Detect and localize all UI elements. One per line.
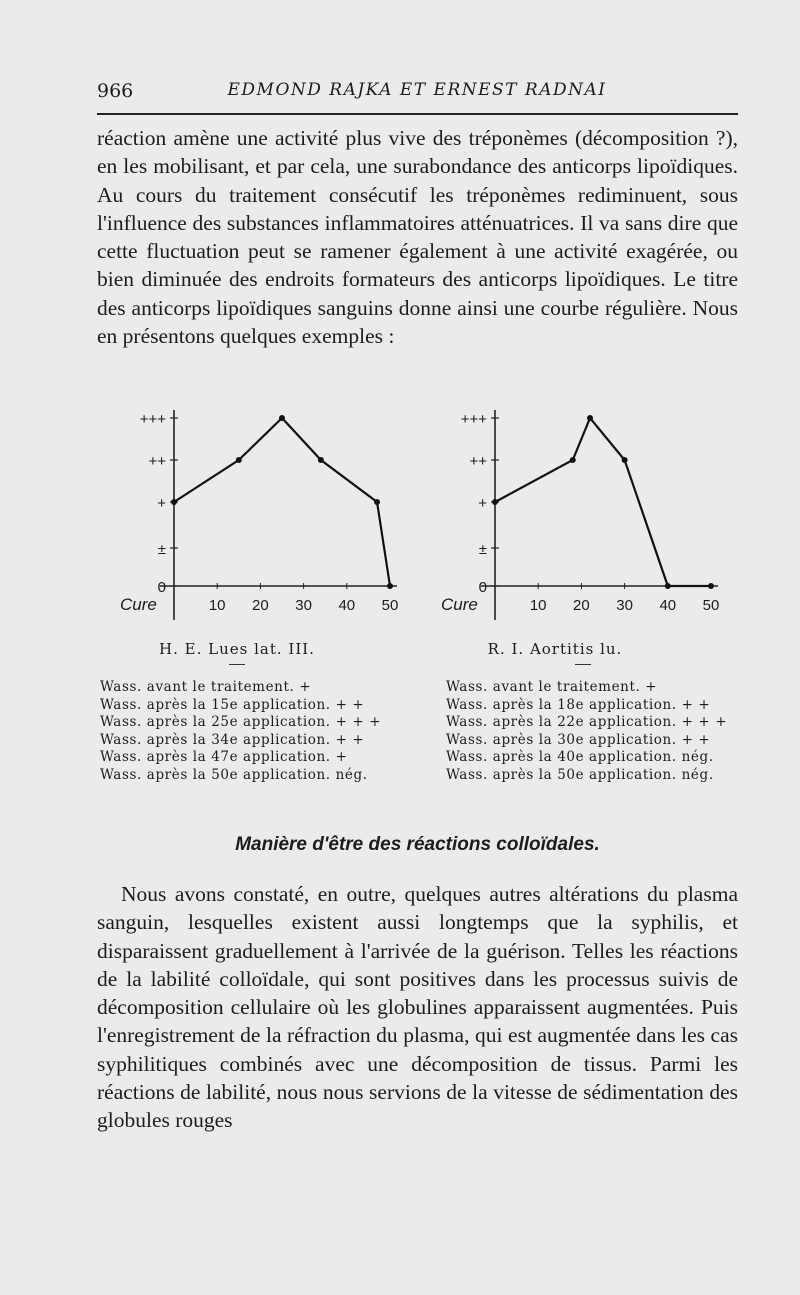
- y-tick-label: +: [157, 495, 166, 512]
- chart-ri-aortitis: [433, 398, 733, 630]
- chart-he-lues: [112, 398, 412, 630]
- caption-fig1: H. E. Lues lat. III.: [159, 640, 315, 658]
- x-tick-label: 40: [338, 597, 356, 614]
- x-tick-label: 50: [381, 597, 399, 614]
- wass-line: Wass. après la 34e application. + +: [100, 731, 365, 748]
- y-tick-label: +: [478, 495, 487, 512]
- y-tick-label: +++: [460, 411, 487, 428]
- x-axis-label: Cure: [441, 595, 478, 614]
- wass-line: Wass. après la 25e application. + + +: [100, 714, 382, 730]
- caption-fig2: R. I. Aortitis lu.: [487, 640, 623, 658]
- caption-dash-2: [575, 664, 591, 665]
- y-tick-label: ++: [148, 453, 166, 470]
- page-number: 966: [97, 80, 134, 102]
- wass-list-2: [446, 679, 746, 784]
- data-point: [387, 583, 393, 589]
- wass-line: Wass. après la 30e application. + +: [446, 731, 711, 748]
- wass-line: Wass. après la 18e application. + +: [446, 696, 711, 713]
- series-line: [495, 418, 711, 586]
- chart-he-lues-svg: [112, 398, 412, 626]
- data-point: [587, 415, 593, 421]
- data-point: [171, 499, 177, 505]
- x-axis-label: Cure: [120, 595, 157, 614]
- y-tick-label: ±: [478, 541, 487, 558]
- page-header: [97, 78, 737, 108]
- wass-line: Wass. avant le traitement. +: [446, 679, 658, 695]
- wass-line: Wass. après la 50e application. nég.: [446, 766, 714, 783]
- data-point: [665, 583, 671, 589]
- y-tick-label: ++: [469, 453, 487, 470]
- x-tick-label: 20: [573, 597, 590, 614]
- data-point: [708, 583, 714, 589]
- y-tick-label: 0: [157, 579, 166, 596]
- y-tick-label: 0: [478, 579, 487, 596]
- x-tick-label: 10: [529, 597, 547, 614]
- data-point: [236, 457, 242, 463]
- x-tick-label: 10: [208, 597, 226, 614]
- wass-line: Wass. avant le traitement. +: [100, 679, 312, 695]
- caption-dash-1: [229, 664, 245, 665]
- paragraph-body: Nous avons constaté, en outre, quelques autres altérations du plasma sanguin, lesquelles existent aussi longtemps que la syphilis, et disparaissent graduellement à l'arrivée de la guérison. Telles les réactions de la labilité colloïdale, qui sont positives dans les processus suivis de décomposition cellulaire où les globulines apparaissent augmentées. Puis l'enregistrement de la réfraction du plasma, qui est augmentée dans les cas syphilitiques combinés avec une décomposition de tissus. Parmi les réactions de labilité, nous nous servions de la vitesse de sédimentation des globules rouges: [97, 882, 738, 1133]
- wass-line: Wass. après la 47e application. +: [100, 749, 348, 765]
- x-tick-label: 50: [702, 597, 720, 614]
- chart-ri-aortitis-svg: [433, 398, 733, 626]
- wass-line: Wass. après la 22e application. + + +: [446, 714, 728, 730]
- x-tick-label: 30: [295, 597, 312, 614]
- data-point: [374, 499, 380, 505]
- data-point: [279, 415, 285, 421]
- wass-line: Wass. après la 40e application. nég.: [446, 749, 714, 765]
- x-tick-label: 30: [616, 597, 633, 614]
- wass-list-1: [100, 679, 400, 784]
- y-tick-label: ±: [157, 541, 166, 558]
- wass-line: Wass. après la 50e application. nég.: [100, 766, 368, 783]
- header-rule: [97, 113, 738, 115]
- x-tick-label: 20: [252, 597, 269, 614]
- running-title: EDMOND RAJKA ET ERNEST RADNAI: [227, 80, 607, 100]
- wass-line: Wass. après la 15e application. + +: [100, 696, 365, 713]
- paragraph-intro: réaction amène une activité plus vive des tréponèmes (décomposition ?), en les mobilisant, et par cela, une surabondance des anticorps lipoïdiques. Au cours du traitement consécutif les tréponèmes rediminuent, sous l'influence des substances inflammatoires atténuatrices. Il va sans dire que cette fluctuation peut se ramener également à une activité exagérée, ou bien diminuée des endroits formateurs des anticorps lipoïdiques. Le titre des anticorps lipoïdiques sanguins donne ainsi une courbe régulière. Nous en présentons quelques exemples :: [97, 126, 738, 349]
- data-point: [622, 457, 628, 463]
- data-point: [570, 457, 576, 463]
- section-title: Manière d'être des réactions colloïdales.: [235, 834, 600, 855]
- x-tick-label: 40: [659, 597, 677, 614]
- y-tick-label: +++: [139, 411, 166, 428]
- series-line: [174, 418, 390, 586]
- data-point: [492, 499, 498, 505]
- data-point: [318, 457, 324, 463]
